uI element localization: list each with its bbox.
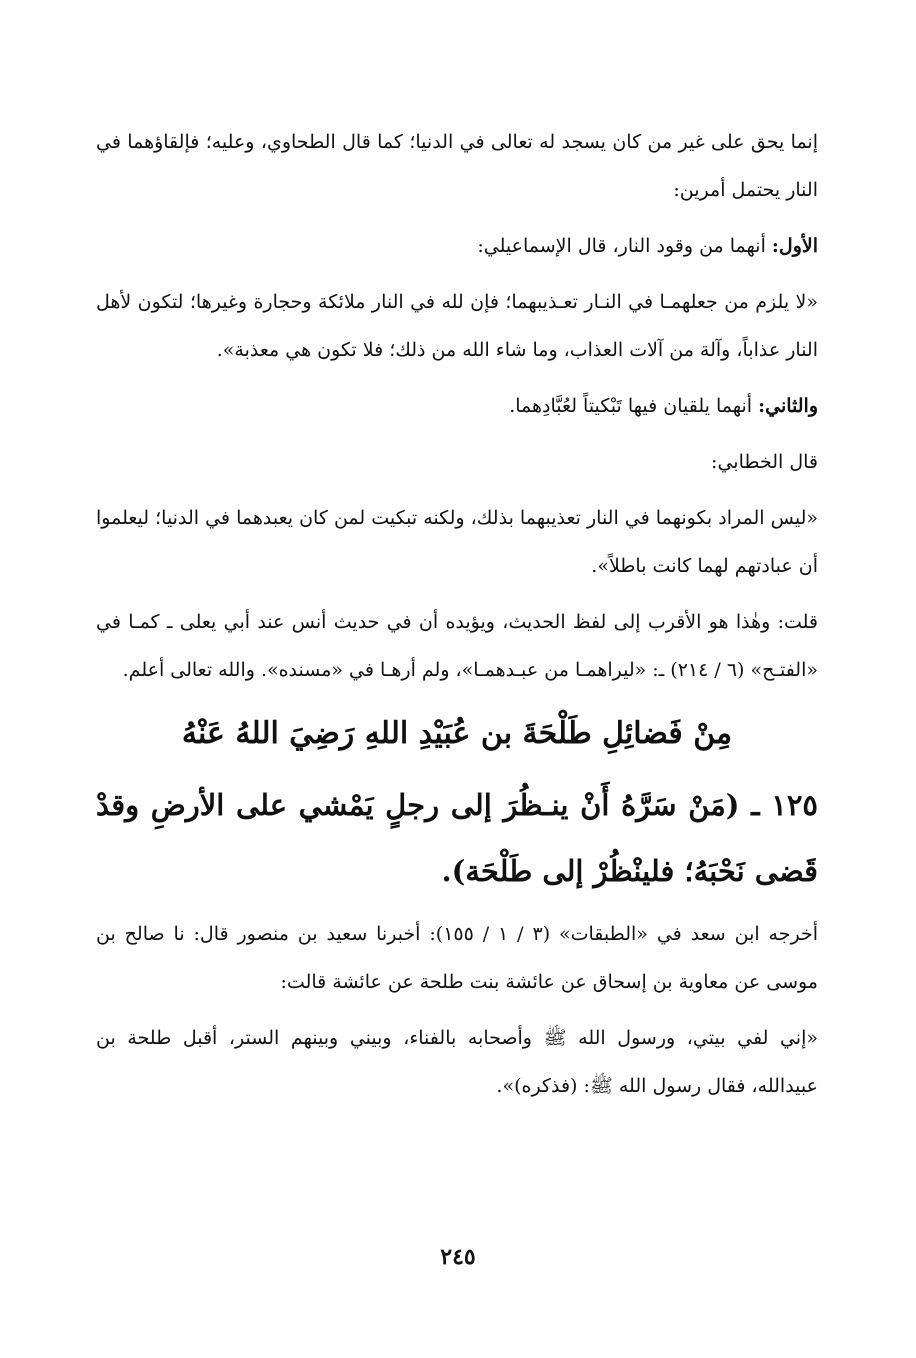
paragraph-khattabi-intro: قال الخطابي: [711,451,818,473]
paragraph-second-option [96,382,818,430]
paragraph-first-option [96,222,818,270]
paragraph-khattabi-quote: «ليس المراد بكونهما في النار تعذيبهما بذلك، ولكنه تبكيت لمن كان يعبدهما في الدنيا؛ ليعلموا أن عبادتهم لهما كانت باطلاً». [96,507,818,577]
second-option-label: والثاني: [758,395,818,417]
second-option-text: أنهما يلقيان فيها تَبْكيتاً لعُبَّادِهما. [509,395,759,417]
paragraph-author-comment: قلت: وهٰذا هو الأقرب إلى لفظ الحديث، ويؤيده أن في حديث أنس عند أبي يعلى ـ كمـا في «الفتـح» (٦ / ٢١٤) ـ: «ليراهمـا من عبـدهمـا»، ولم أرهـا في «مسنده». والله تعالى أعلم. [96,611,818,681]
first-option-text: أنهما من وقود النار، قال الإسماعيلي: [477,235,772,257]
page-body [96,118,818,1118]
first-option-label: الأول: [771,235,818,257]
paragraph-aisha-narration: «إني لفي بيتي، ورسول الله ﷺ وأصحابه بالفناء، وبيني وبينهم الستر، أقبل طلحة بن عبيدالله، فقال رسول الله ﷺ: (فذكره)». [96,1027,818,1097]
paragraph-intro: إنما يحق على غير من كان يسجد له تعالى في الدنيا؛ كما قال الطحاوي، وعليه؛ فإلقاؤهما في النار يحتمل أمرين: [96,131,818,201]
paragraph-ismaili-quote: «لا يلزم من جعلهمـا في النـار تعـذيبهما؛ فإن لله في النار ملائكة وحجارة وغيرها؛ لتكون لأهل النار عذاباً، وآلة من آلات العذاب، وما شاء الله من ذلك؛ فلا تكون هي معذبة». [96,291,818,361]
hadith-text: ١٢٥ ـ (مَنْ سَرَّهُ أَنْ ينـظُرَ إلى رجلٍ يَمْشي على الأرضِ وقدْ قَضى نَحْبَهُ؛ فلينْظُرْ إلى طَلْحَة). [96,788,818,888]
paragraph-takhrij: أخرجه ابن سعد في «الطبقات» (٣ / ١ / ١٥٥): أخبرنا سعيد بن منصور قال: نا صالح بن موسى عن معاوية بن إسحاق عن عائشة بنت طلحة عن عائشة قالت: [96,923,818,993]
section-heading: مِنْ فَضائِلِ طَلْحَةَ بن عُبَيْدِ اللهِ رَضِيَ اللهُ عَنْهُ [181,716,733,751]
page-number: ٢٤٥ [440,1244,476,1270]
